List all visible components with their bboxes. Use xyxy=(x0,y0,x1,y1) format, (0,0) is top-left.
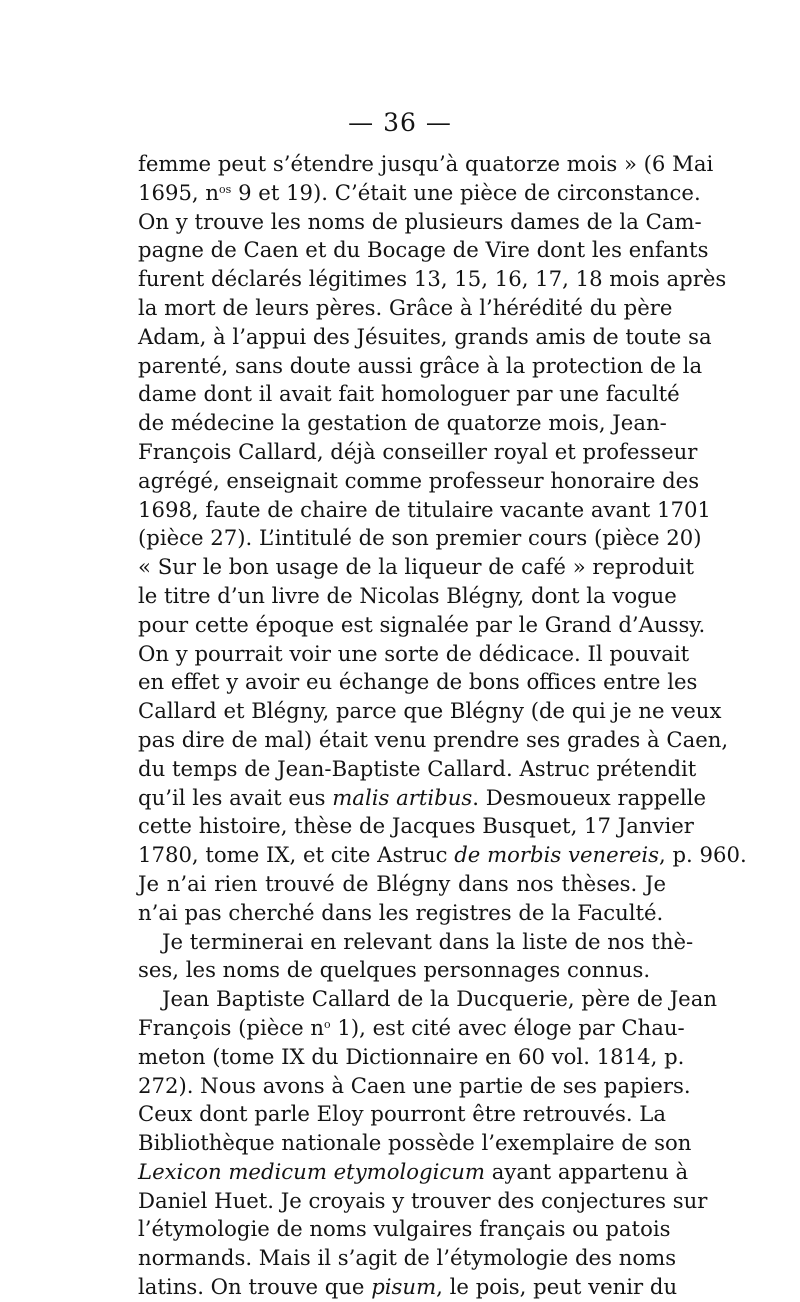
text-segment: , p. 960. xyxy=(659,842,747,868)
italic-text: malis artibus xyxy=(332,784,473,810)
text-line xyxy=(138,841,747,870)
text-line xyxy=(138,870,666,899)
text-line xyxy=(138,323,712,352)
text-line xyxy=(138,899,666,928)
text-line xyxy=(138,1072,691,1101)
italic-text: Lexicon medicum etymologicum xyxy=(138,1158,485,1184)
text-segment: normands. Mais il s’agit de l’étymologie des noms xyxy=(138,1245,677,1271)
text-segment: Bibliothèque nationale possède l’exemplaire de son xyxy=(138,1130,692,1156)
text-segment: On y trouve les noms de plusieurs dames de la Cam- xyxy=(138,208,702,234)
text-line xyxy=(138,236,709,265)
text-line xyxy=(138,265,727,294)
text-line xyxy=(138,1273,678,1302)
text-segment: dame dont il avait fait homologuer par une faculté xyxy=(138,381,680,407)
text-line xyxy=(138,582,677,611)
text-segment: (pièce 27). L’intitulé de son premier cours (pièce 20) xyxy=(138,525,702,551)
text-line xyxy=(138,697,722,726)
text-line xyxy=(138,956,666,985)
text-segment: parenté, sans doute aussi grâce à la protection de la xyxy=(138,352,703,378)
text-line xyxy=(138,409,666,438)
superscript-text: os xyxy=(219,182,232,196)
text-segment: du temps de Jean-Baptiste Callard. Astruc prétendit xyxy=(138,755,697,781)
text-line xyxy=(138,438,698,467)
text-segment: Ceux dont parle Eloy pourront être retrouvés. La xyxy=(138,1101,666,1127)
text-line xyxy=(138,1187,708,1216)
text-line xyxy=(138,553,695,582)
text-line xyxy=(138,496,711,525)
text-line xyxy=(138,726,729,755)
text-segment: pour cette époque est signalée par le Grand d’Aussy. xyxy=(138,611,706,637)
text-segment: femme peut s’étendre jusqu’à quatorze mois » (6 Mai xyxy=(138,151,714,176)
text-line xyxy=(138,1100,666,1129)
text-line xyxy=(138,640,690,669)
text-segment: Je n’ai rien trouvé de Blégny dans nos thèses. Je xyxy=(138,870,666,896)
text-segment: 9 et 19). C’était une pièce de circonstance. xyxy=(231,179,701,205)
text-line xyxy=(138,611,706,640)
text-line xyxy=(138,1158,689,1187)
text-line xyxy=(138,755,697,784)
text-segment: qu’il les avait eus xyxy=(138,784,333,810)
text-segment: « Sur le bon usage de la liqueur de café » reproduit xyxy=(138,554,695,580)
text-line xyxy=(138,380,680,409)
text-line xyxy=(138,352,703,381)
text-line xyxy=(138,1244,677,1273)
text-segment: 272). Nous avons à Caen une partie de ses papiers. xyxy=(138,1072,691,1098)
body-text xyxy=(138,150,747,1302)
text-line xyxy=(138,1215,671,1244)
superscript-text: o xyxy=(324,1017,331,1031)
text-line xyxy=(138,812,694,841)
text-line xyxy=(138,985,718,1014)
text-segment: On y pourrait voir une sorte de dédicace. Il pouvait xyxy=(138,640,690,666)
text-segment: meton (tome IX du Dictionnaire en 60 vol. 1814, p. xyxy=(138,1043,685,1069)
text-line xyxy=(138,467,700,496)
text-segment: Adam, à l’appui des Jésuites, grands amis de toute sa xyxy=(138,323,712,349)
text-segment: ayant appartenu à xyxy=(485,1158,689,1184)
text-segment: pagne de Caen et du Bocage de Vire dont les enfants xyxy=(138,237,709,263)
text-line xyxy=(138,524,702,553)
text-line xyxy=(138,150,714,179)
text-segment: le titre d’un livre de Nicolas Blégny, dont la vogue xyxy=(138,582,677,608)
text-segment: François Callard, déjà conseiller royal et professeur xyxy=(138,438,698,464)
text-line xyxy=(138,784,706,813)
text-line xyxy=(138,928,694,957)
text-segment: cette histoire, thèse de Jacques Busquet, 17 Janvier xyxy=(138,813,694,839)
text-line xyxy=(138,668,698,697)
text-line xyxy=(138,179,701,208)
text-line xyxy=(138,294,673,323)
page-number: — 36 — xyxy=(348,108,452,137)
italic-text: pisum xyxy=(371,1274,437,1300)
text-segment: n’ai pas cherché dans les registres de la Faculté. xyxy=(138,899,664,925)
text-segment: . Desmoueux rappelle xyxy=(472,784,706,810)
text-segment: furent déclarés légitimes 13, 15, 16, 17, 18 mois après xyxy=(138,266,727,292)
text-segment: Daniel Huet. Je croyais y trouver des conjectures sur xyxy=(138,1187,708,1213)
text-line xyxy=(138,1014,685,1043)
text-segment: 1), est cité avec éloge par Chau- xyxy=(330,1014,685,1040)
text-segment: en effet y avoir eu échange de bons offices entre les xyxy=(138,669,698,695)
text-segment: Callard et Blégny, parce que Blégny (de qui je ne veux xyxy=(138,698,722,724)
text-segment: 1695, n xyxy=(138,179,220,205)
text-line xyxy=(138,208,702,237)
text-segment: , le pois, peut venir du xyxy=(436,1274,678,1300)
text-segment: agrégé, enseignait comme professeur honoraire des xyxy=(138,467,700,493)
text-segment: la mort de leurs pères. Grâce à l’hérédité du père xyxy=(138,294,673,320)
text-segment: latins. On trouve que xyxy=(138,1274,372,1300)
text-segment: ses, les noms de quelques personnages connus. xyxy=(138,957,651,983)
text-segment: Je terminerai en relevant dans la liste de nos thè- xyxy=(162,928,694,954)
text-segment: 1780, tome IX, et cite Astruc xyxy=(138,842,455,868)
text-line xyxy=(138,1043,685,1072)
text-segment: Jean Baptiste Callard de la Ducquerie, père de Jean xyxy=(162,986,718,1012)
text-segment: l’étymologie de noms vulgaires français ou patois xyxy=(138,1216,671,1242)
text-line xyxy=(138,1129,692,1158)
text-segment: François (pièce n xyxy=(138,1014,325,1040)
italic-text: de morbis venereis xyxy=(454,842,660,868)
text-segment: de médecine la gestation de quatorze mois, Jean- xyxy=(138,410,667,436)
text-segment: pas dire de mal) était venu prendre ses grades à Caen, xyxy=(138,726,729,752)
text-segment: 1698, faute de chaire de titulaire vacante avant 1701 xyxy=(138,496,711,522)
